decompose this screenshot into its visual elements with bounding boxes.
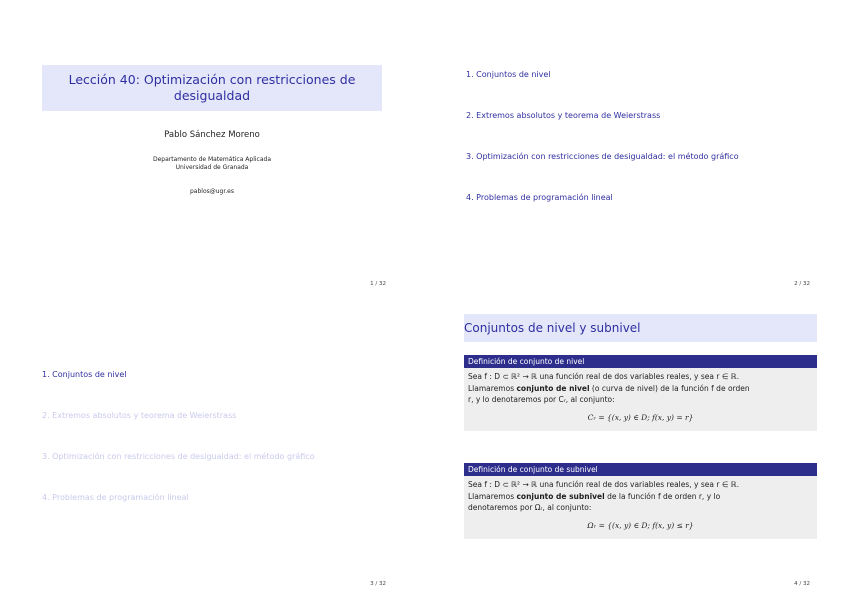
toc-item-1[interactable]: 1. Conjuntos de nivel bbox=[466, 70, 551, 79]
author-name: Pablo Sánchez Moreno bbox=[164, 130, 260, 140]
text-line: Sea f : D ⊂ ℝ² → ℝ una función real de dos variables reales, y sea r ∈ ℝ. bbox=[468, 480, 740, 489]
author-email: pablos@ugr.es bbox=[189, 188, 234, 195]
slide-outline bbox=[424, 0, 848, 299]
slide-definitions bbox=[424, 300, 848, 599]
toc-item-4[interactable]: 4. Problemas de programación lineal bbox=[42, 493, 189, 502]
block-title: Definición de conjunto de subnivel bbox=[464, 463, 817, 476]
frame-title: Conjuntos de nivel y subnivel bbox=[464, 314, 817, 342]
text-line: Llamaremos conjunto de nivel (o curva de nivel) de la función f de orden bbox=[468, 383, 750, 393]
department: Departamento de Matemática Aplicada bbox=[153, 156, 271, 163]
block-body bbox=[464, 368, 817, 431]
definition-block-level-set bbox=[464, 355, 817, 431]
toc-item-2[interactable]: 2. Extremos absolutos y teorema de Weierstrass bbox=[466, 111, 661, 120]
text-line: Llamaremos conjunto de subnivel de la función f de orden r, y lo bbox=[468, 491, 721, 501]
text-line: Sea f : D ⊂ ℝ² → ℝ una función real de dos variables reales, y sea r ∈ ℝ. bbox=[468, 372, 740, 381]
slide-title bbox=[0, 0, 424, 299]
toc-item-2[interactable]: 2. Extremos absolutos y teorema de Weierstrass bbox=[42, 411, 237, 420]
block-body bbox=[464, 476, 817, 539]
page-number: 3 / 32 bbox=[370, 581, 386, 587]
university: Universidad de Granada bbox=[175, 164, 249, 171]
presentation-title: Lección 40: Optimización con restricciones de desigualdad bbox=[42, 65, 382, 111]
definition-block-sublevel-set bbox=[464, 463, 817, 539]
formula: Cᵣ = {(x, y) ∈ D; f(x, y) = r} bbox=[587, 412, 694, 422]
toc-item-3[interactable]: 3. Optimización con restricciones de desigualdad: el método gráfico bbox=[42, 452, 315, 461]
page-number: 2 / 32 bbox=[794, 281, 810, 287]
text-line: denotaremos por Ωᵣ, al conjunto: bbox=[468, 503, 592, 512]
affiliation bbox=[0, 156, 424, 172]
text-line: r, y lo denotaremos por Cᵣ, al conjunto: bbox=[468, 395, 615, 404]
toc-item-4[interactable]: 4. Problemas de programación lineal bbox=[466, 193, 613, 202]
page-number: 1 / 32 bbox=[370, 281, 386, 287]
formula: Ωᵣ = {(x, y) ∈ D; f(x, y) ≤ r} bbox=[587, 520, 694, 530]
page-number: 4 / 32 bbox=[794, 581, 810, 587]
toc-item-1-active[interactable]: 1. Conjuntos de nivel bbox=[42, 370, 127, 379]
toc-item-3[interactable]: 3. Optimización con restricciones de desigualdad: el método gráfico bbox=[466, 152, 739, 161]
block-title: Definición de conjunto de nivel bbox=[464, 355, 817, 368]
slide-outline-section-1 bbox=[0, 300, 424, 599]
